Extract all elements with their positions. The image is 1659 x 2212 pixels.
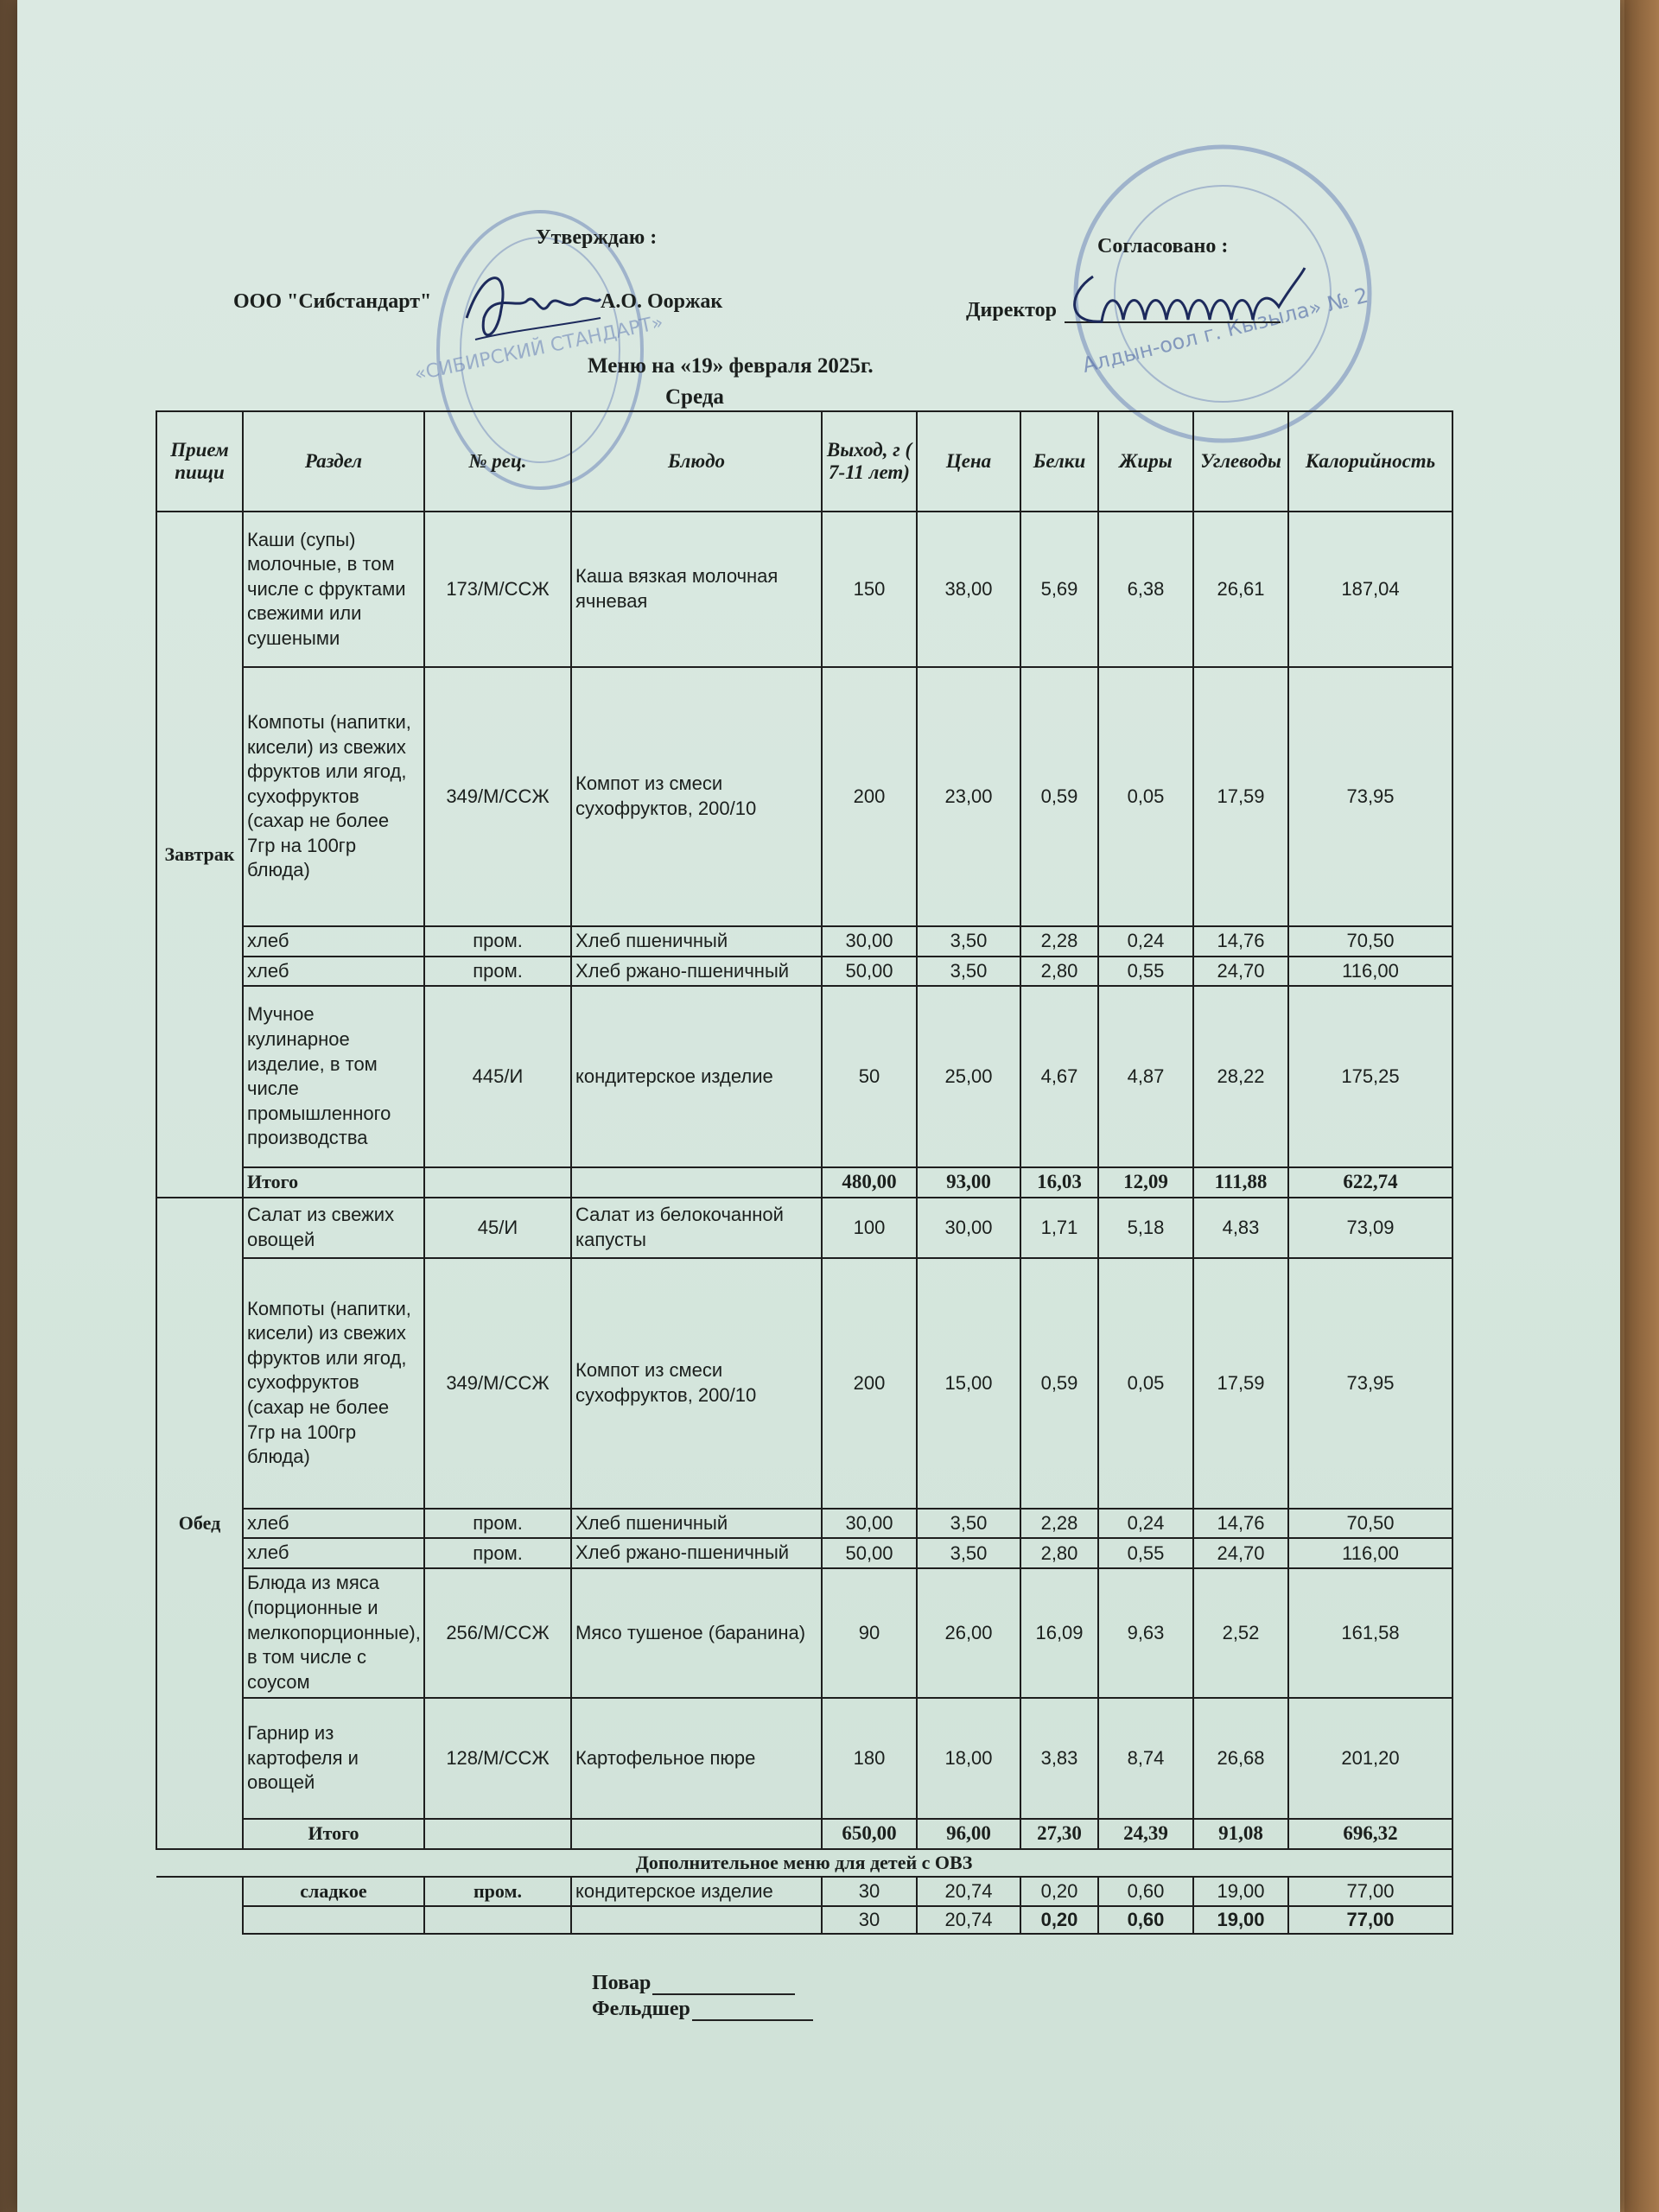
total-label: Итого — [243, 1167, 424, 1198]
fat: 0,55 — [1098, 957, 1193, 987]
protein: 1,71 — [1020, 1198, 1098, 1258]
dish: Хлеб пшеничный — [571, 926, 822, 957]
empty-cell — [424, 1167, 571, 1198]
kcal: 77,00 — [1288, 1877, 1452, 1907]
school-stamp-text: Алдын-оол г. Кызыла» № 2 — [1079, 283, 1371, 378]
total-fat: 24,39 — [1098, 1819, 1193, 1849]
empty-cell — [571, 1167, 822, 1198]
col-recipe: № рец. — [424, 411, 571, 512]
total-carbs: 19,00 — [1193, 1906, 1288, 1934]
output: 50 — [822, 986, 917, 1167]
lunch-total-row — [156, 1819, 1452, 1849]
output: 180 — [822, 1698, 917, 1819]
dish: кондитерское изделие — [571, 1877, 822, 1907]
company-stamp-text: «СИБИРСКИЙ СТАНДАРТ» — [412, 311, 665, 386]
table-header — [156, 411, 1452, 512]
dish: Компот из смеси сухофруктов, 200/10 — [571, 1258, 822, 1509]
col-section: Раздел — [243, 411, 424, 512]
recipe: 45/И — [424, 1198, 571, 1258]
kcal: 73,09 — [1288, 1198, 1452, 1258]
carbs: 14,76 — [1193, 926, 1288, 957]
recipe: 445/И — [424, 986, 571, 1167]
dish: Хлеб ржано-пшеничный — [571, 1538, 822, 1568]
fat: 0,05 — [1098, 667, 1193, 926]
carbs: 26,61 — [1193, 512, 1288, 667]
table-row — [156, 1198, 1452, 1258]
meal-breakfast: Завтрак — [156, 512, 243, 1198]
carbs: 24,70 — [1193, 957, 1288, 987]
total-kcal: 696,32 — [1288, 1819, 1452, 1849]
dish: кондитерское изделие — [571, 986, 822, 1167]
agreed-label: Согласовано : — [1097, 235, 1229, 257]
output: 50,00 — [822, 957, 917, 987]
protein: 4,67 — [1020, 986, 1098, 1167]
section: Гарнир из картофеля и овощей — [243, 1698, 424, 1819]
price: 26,00 — [917, 1568, 1020, 1698]
output: 30,00 — [822, 1509, 917, 1539]
recipe: пром. — [424, 926, 571, 957]
protein: 2,28 — [1020, 1509, 1098, 1539]
table-row — [156, 957, 1452, 987]
empty-cell — [571, 1819, 822, 1849]
section: Каши (супы) молочные, в том числе с фруктами свежими или сушеными — [243, 512, 424, 667]
approver-signature — [458, 257, 605, 361]
fat: 9,63 — [1098, 1568, 1193, 1698]
fat: 8,74 — [1098, 1698, 1193, 1819]
carbs: 26,68 — [1193, 1698, 1288, 1819]
recipe: 128/М/ССЖ — [424, 1698, 571, 1819]
protein: 16,09 — [1020, 1568, 1098, 1698]
price: 3,50 — [917, 1538, 1020, 1568]
dish: Каша вязкая молочная ячневая — [571, 512, 822, 667]
fat: 6,38 — [1098, 512, 1193, 667]
price: 3,50 — [917, 957, 1020, 987]
recipe: пром. — [424, 1877, 571, 1907]
director-signature — [1058, 259, 1309, 337]
dish: Картофельное пюре — [571, 1698, 822, 1819]
kcal: 116,00 — [1288, 1538, 1452, 1568]
kcal: 187,04 — [1288, 512, 1452, 667]
price: 15,00 — [917, 1258, 1020, 1509]
empty-cell — [243, 1906, 424, 1934]
empty-cell — [571, 1906, 822, 1934]
dish: Компот из смеси сухофруктов, 200/10 — [571, 667, 822, 926]
kcal: 73,95 — [1288, 667, 1452, 926]
table-row — [156, 1568, 1452, 1698]
total-price: 96,00 — [917, 1819, 1020, 1849]
protein: 3,83 — [1020, 1698, 1098, 1819]
total-carbs: 111,88 — [1193, 1167, 1288, 1198]
extra-menu-row — [156, 1877, 1452, 1907]
protein: 2,28 — [1020, 926, 1098, 957]
col-kcal: Калорийность — [1288, 411, 1452, 512]
kcal: 175,25 — [1288, 986, 1452, 1167]
total-price: 93,00 — [917, 1167, 1020, 1198]
table-row — [156, 1538, 1452, 1568]
kcal: 116,00 — [1288, 957, 1452, 987]
kcal: 70,50 — [1288, 926, 1452, 957]
director-label: Директор — [966, 299, 1057, 321]
cook-label: Повар — [592, 1972, 652, 1994]
carbs: 4,83 — [1193, 1198, 1288, 1258]
carbs: 17,59 — [1193, 1258, 1288, 1509]
output: 150 — [822, 512, 917, 667]
empty-cell — [424, 1819, 571, 1849]
output: 100 — [822, 1198, 917, 1258]
carbs: 14,76 — [1193, 1509, 1288, 1539]
protein: 2,80 — [1020, 957, 1098, 987]
menu-title: Меню на «19» февраля 2025г. — [588, 354, 874, 378]
fat: 0,55 — [1098, 1538, 1193, 1568]
fat: 0,05 — [1098, 1258, 1193, 1509]
output: 50,00 — [822, 1538, 917, 1568]
extra-menu-title: Дополнительное меню для детей с ОВЗ — [156, 1849, 1452, 1877]
approve-label: Утверждаю : — [536, 226, 658, 249]
section: сладкое — [243, 1877, 424, 1907]
total-protein: 16,03 — [1020, 1167, 1098, 1198]
dish: Салат из белокочанной капусты — [571, 1198, 822, 1258]
total-fat: 12,09 — [1098, 1167, 1193, 1198]
total-output: 30 — [822, 1906, 917, 1934]
section: Блюда из мяса (порционные и мелкопорционные), в том числе с соусом — [243, 1568, 424, 1698]
approver-name: А.О. Ооржак — [601, 290, 723, 313]
price: 20,74 — [917, 1877, 1020, 1907]
price: 25,00 — [917, 986, 1020, 1167]
table-row — [156, 926, 1452, 957]
dish: Хлеб ржано-пшеничный — [571, 957, 822, 987]
section: хлеб — [243, 957, 424, 987]
dish: Мясо тушеное (баранина) — [571, 1568, 822, 1698]
total-price: 20,74 — [917, 1906, 1020, 1934]
fat: 0,24 — [1098, 1509, 1193, 1539]
kcal: 73,95 — [1288, 1258, 1452, 1509]
fat: 4,87 — [1098, 986, 1193, 1167]
recipe: пром. — [424, 1509, 571, 1539]
extra-menu-total-row — [156, 1906, 1452, 1934]
col-carbs: Углеводы — [1193, 411, 1288, 512]
output: 200 — [822, 667, 917, 926]
dish: Хлеб пшеничный — [571, 1509, 822, 1539]
fat: 0,60 — [1098, 1877, 1193, 1907]
col-output: Выход, г ( 7-11 лет) — [822, 411, 917, 512]
total-output: 650,00 — [822, 1819, 917, 1849]
cook-line — [652, 1976, 795, 1995]
background-right — [1624, 0, 1659, 2212]
menu-table — [156, 410, 1453, 1935]
protein: 2,80 — [1020, 1538, 1098, 1568]
carbs: 24,70 — [1193, 1538, 1288, 1568]
col-protein: Белки — [1020, 411, 1098, 512]
recipe: пром. — [424, 1538, 571, 1568]
col-dish: Блюдо — [571, 411, 822, 512]
section: Салат из свежих овощей — [243, 1198, 424, 1258]
recipe: 349/М/ССЖ — [424, 1258, 571, 1509]
carbs: 28,22 — [1193, 986, 1288, 1167]
total-protein: 27,30 — [1020, 1819, 1098, 1849]
medic-signature — [592, 1998, 813, 2021]
table-row — [156, 1258, 1452, 1509]
medic-label: Фельдшер — [592, 1998, 690, 2020]
kcal: 161,58 — [1288, 1568, 1452, 1698]
carbs: 2,52 — [1193, 1568, 1288, 1698]
recipe: пром. — [424, 957, 571, 987]
output: 200 — [822, 1258, 917, 1509]
section: Мучное кулинарное изделие, в том числе промышленного производства — [243, 986, 424, 1167]
price: 23,00 — [917, 667, 1020, 926]
price: 18,00 — [917, 1698, 1020, 1819]
table-row — [156, 1509, 1452, 1539]
col-price: Цена — [917, 411, 1020, 512]
table-row — [156, 986, 1452, 1167]
kcal: 70,50 — [1288, 1509, 1452, 1539]
table-row — [156, 512, 1452, 667]
fat: 0,24 — [1098, 926, 1193, 957]
empty-cell — [424, 1906, 571, 1934]
total-protein: 0,20 — [1020, 1906, 1098, 1934]
kcal: 201,20 — [1288, 1698, 1452, 1819]
output: 30 — [822, 1877, 917, 1907]
section: хлеб — [243, 1509, 424, 1539]
section: Компоты (напитки, кисели) из свежих фруктов или ягод, сухофруктов (сахар не более 7гр на 100гр блюда) — [243, 667, 424, 926]
medic-line — [692, 2002, 813, 2021]
total-kcal: 77,00 — [1288, 1906, 1452, 1934]
section: хлеб — [243, 1538, 424, 1568]
table-row — [156, 1698, 1452, 1819]
col-fat: Жиры — [1098, 411, 1193, 512]
meal-lunch: Обед — [156, 1198, 243, 1849]
fat: 5,18 — [1098, 1198, 1193, 1258]
section: Компоты (напитки, кисели) из свежих фруктов или ягод, сухофруктов (сахар не более 7гр на 100гр блюда) — [243, 1258, 424, 1509]
output: 90 — [822, 1568, 917, 1698]
total-carbs: 91,08 — [1193, 1819, 1288, 1849]
carbs: 17,59 — [1193, 667, 1288, 926]
protein: 5,69 — [1020, 512, 1098, 667]
protein: 0,59 — [1020, 667, 1098, 926]
recipe: 256/М/ССЖ — [424, 1568, 571, 1698]
total-fat: 0,60 — [1098, 1906, 1193, 1934]
carbs: 19,00 — [1193, 1877, 1288, 1907]
price: 30,00 — [917, 1198, 1020, 1258]
empty-cell — [156, 1877, 243, 1907]
company-name: ООО "Сибстандарт" — [233, 290, 432, 313]
weekday: Среда — [665, 385, 724, 409]
total-output: 480,00 — [822, 1167, 917, 1198]
col-meal: Прием пищи — [156, 411, 243, 512]
table-row — [156, 667, 1452, 926]
output: 30,00 — [822, 926, 917, 957]
total-kcal: 622,74 — [1288, 1167, 1452, 1198]
cook-signature — [592, 1972, 795, 1995]
breakfast-total-row — [156, 1167, 1452, 1198]
empty-cell — [156, 1906, 243, 1934]
price: 3,50 — [917, 1509, 1020, 1539]
section: хлеб — [243, 926, 424, 957]
price: 38,00 — [917, 512, 1020, 667]
recipe: 349/М/ССЖ — [424, 667, 571, 926]
extra-menu-title-row — [156, 1849, 1452, 1877]
protein: 0,20 — [1020, 1877, 1098, 1907]
total-label: Итого — [243, 1819, 424, 1849]
recipe: 173/М/ССЖ — [424, 512, 571, 667]
price: 3,50 — [917, 926, 1020, 957]
protein: 0,59 — [1020, 1258, 1098, 1509]
